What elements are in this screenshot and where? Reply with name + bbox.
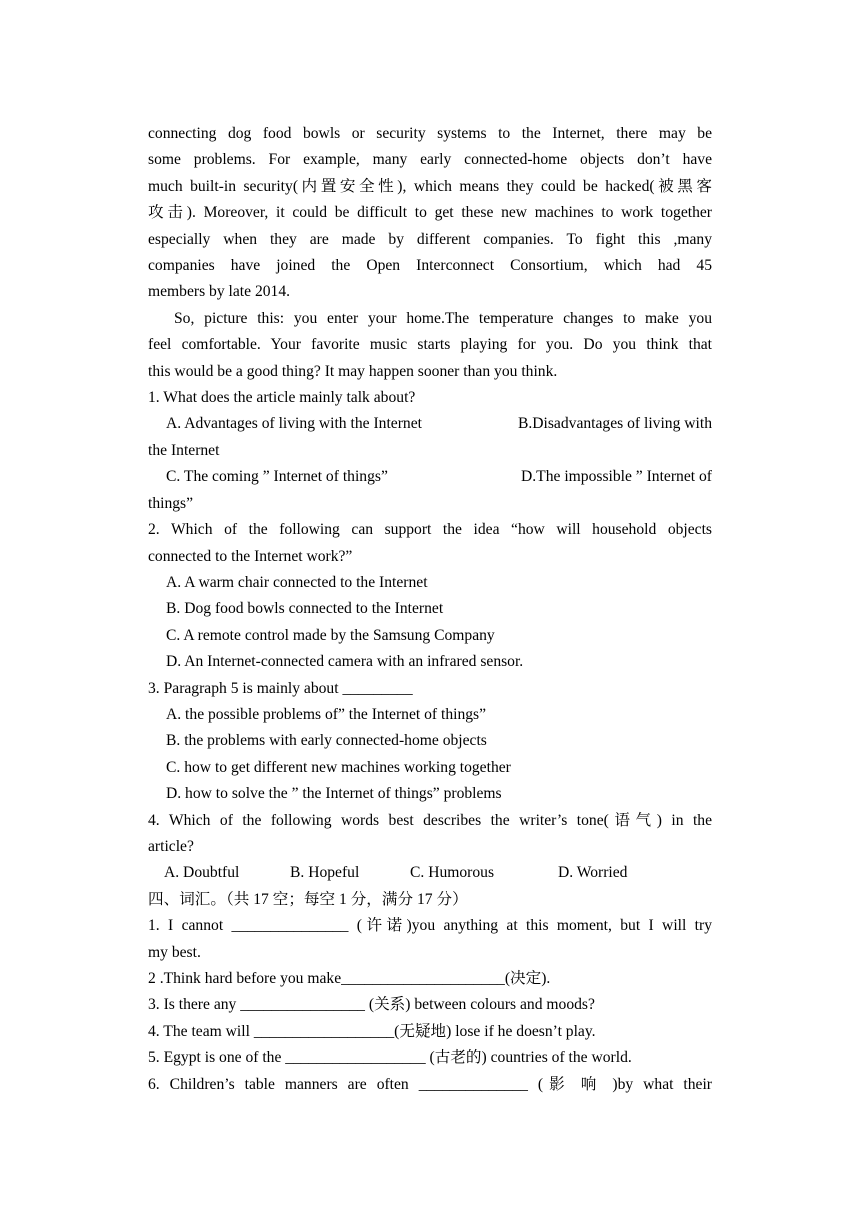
vocab-item-4: 4. The team will __________________(无疑地) lose if he doesn’t play.	[148, 1022, 596, 1040]
vocab-item-1-cont: my best.	[148, 943, 201, 961]
option-a: A. the possible problems of” the Internet of things”	[166, 705, 487, 723]
question-stem: 2. Which of the following can support the idea “how will household objects	[148, 521, 712, 539]
question-stem: 3. Paragraph 5 is mainly about _________	[148, 679, 413, 697]
option-b: B. Dog food bowls connected to the Internet	[166, 600, 444, 618]
passage-line: 攻击). Moreover, it could be difficult to get these new machines to work together	[148, 204, 712, 222]
passage-paragraph-2	[148, 306, 712, 385]
vocab-item-3: 3. Is there any ________________ (关系) between colours and moods?	[148, 996, 595, 1014]
passage-line: especially when they are made by different companies. To fight this ,many	[148, 230, 712, 248]
option-d: D. how to solve the ” the Internet of things” problems	[166, 785, 502, 803]
passage-line: feel comfortable. Your favorite music starts playing for you. Do you think that	[148, 336, 712, 354]
question-stem: 1. What does the article mainly talk about?	[148, 389, 416, 407]
passage-line: this would be a good thing? It may happen sooner than you think.	[148, 362, 558, 380]
option-row	[148, 860, 712, 886]
option-continuation: the Internet	[148, 441, 220, 459]
option-d: D. An Internet-connected camera with an infrared sensor.	[166, 653, 524, 671]
question-4	[148, 808, 712, 887]
option-row	[148, 411, 712, 437]
question-stem: article?	[148, 837, 194, 855]
option-c: C. how to get different new machines working together	[166, 758, 511, 776]
question-1	[148, 385, 712, 517]
passage-paragraph-1	[148, 121, 712, 306]
passage-line: So, picture this: you enter your home.The temperature changes to make you	[174, 309, 712, 327]
page-content	[148, 121, 712, 1098]
question-stem: connected to the Internet work?”	[148, 547, 353, 565]
question-3	[148, 676, 712, 808]
vocab-item-1: 1. I cannot _______________ (许诺)you anything at this moment, but I will try	[148, 917, 712, 935]
vocab-item-5: 5. Egypt is one of the __________________ (古老的) countries of the world.	[148, 1049, 632, 1067]
section-heading: 四、词汇。（共 17 空；每空 1 分，满分 17 分）	[148, 890, 468, 908]
section-vocabulary	[148, 887, 712, 1098]
passage-line: much built-in security(内置安全性), which means they could be hacked(被黑客	[148, 177, 712, 195]
passage-line: companies have joined the Open Interconnect Consortium, which had 45	[148, 257, 712, 275]
option-c: C. A remote control made by the Samsung Company	[166, 626, 495, 644]
option-c: C. The coming ” Internet of things”	[166, 468, 388, 486]
option-a: A. Doubtful	[164, 864, 240, 882]
option-b: B. Hopeful	[290, 864, 360, 882]
passage-line: some problems. For example, many early connected-home objects don’t have	[148, 151, 712, 169]
option-d: D.The impossible ” Internet of	[521, 468, 712, 486]
option-row	[148, 464, 712, 490]
option-b: B.Disadvantages of living with	[517, 415, 712, 433]
option-b: B. the problems with early connected-home objects	[166, 732, 487, 750]
question-stem: 4. Which of the following words best describes the writer’s tone(语气) in the	[148, 811, 712, 829]
passage-line: members by late 2014.	[148, 283, 291, 301]
vocab-item-6: 6. Children’s table manners are often ______________ (影 响 )by what their	[148, 1075, 712, 1093]
passage-line: connecting dog food bowls or security systems to the Internet, there may be	[148, 125, 712, 142]
vocab-item-2: 2 .Think hard before you make_____________________(决定).	[148, 970, 551, 987]
option-c: C. Humorous	[410, 864, 495, 882]
option-d: D. Worried	[558, 864, 628, 882]
question-2	[148, 517, 712, 675]
option-a: A. A warm chair connected to the Internet	[166, 573, 428, 591]
option-a: A. Advantages of living with the Internet	[166, 415, 422, 433]
option-continuation: things”	[148, 494, 194, 512]
